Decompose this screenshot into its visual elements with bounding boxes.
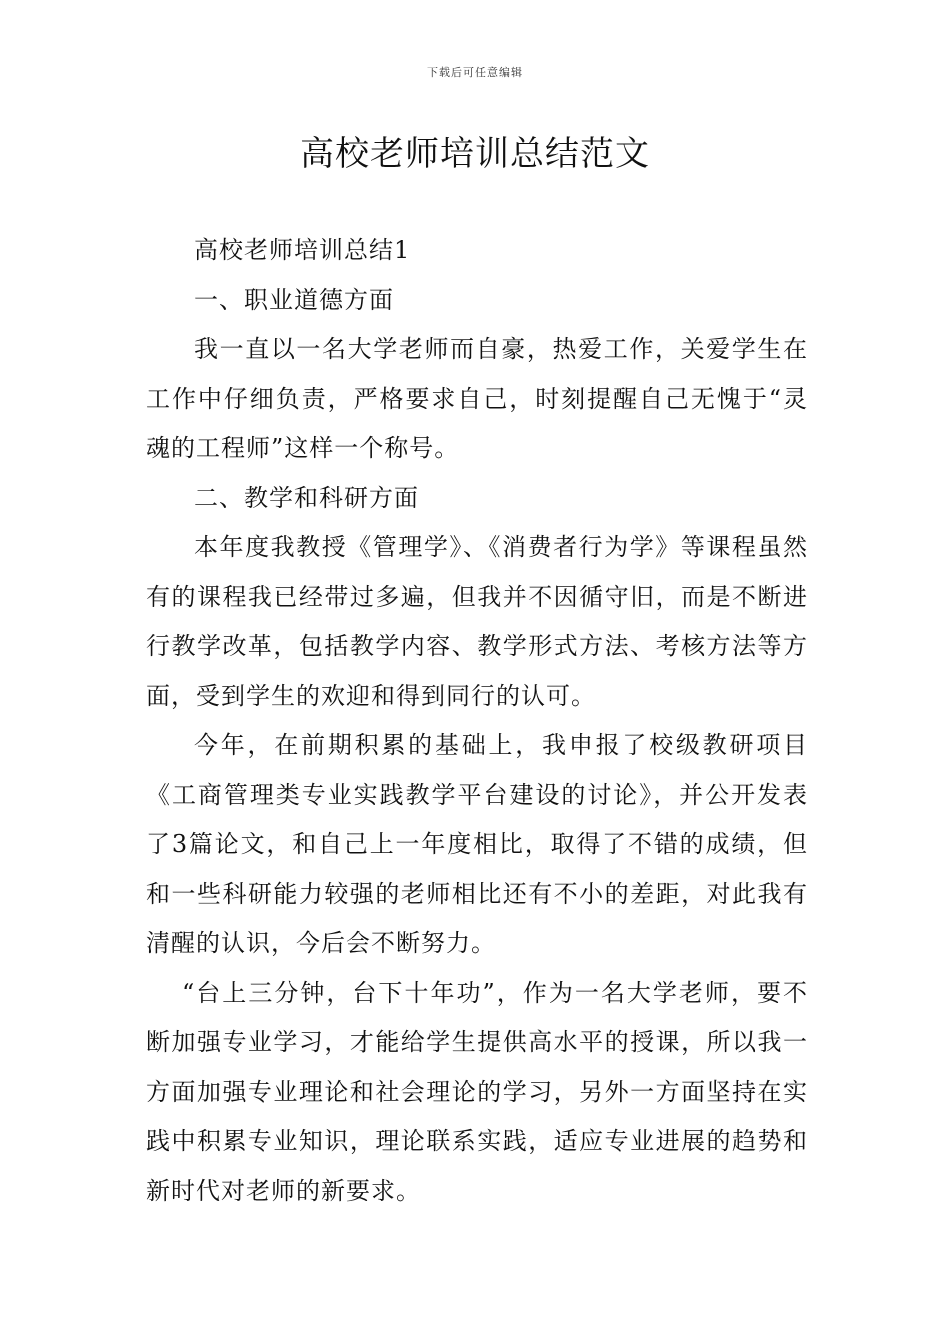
document-title: 高校老师培训总结范文 — [300, 134, 650, 174]
paragraph-teaching: 本年度我教授《管理学》、《消费者行为学》等课程虽然有的课程我已经带过多遍，但我并不因循守旧，而是不断进行教学改革，包括教学内容、教学形式方法、考核方法等方面，受到学生的欢迎和得到同行的认可。 — [146, 533, 808, 710]
section-heading-summary-1: 高校老师培训总结1 — [194, 236, 411, 264]
section-heading-ethics: 一、职业道德方面 — [194, 285, 394, 314]
section-heading-teaching: 二、教学和科研方面 — [194, 483, 419, 512]
paragraph-ethics: 我一直以一名大学老师而自豪，热爱工作，关爱学生在工作中仔细负责，严格要求自己，时刻提醒自己无愧于“灵魂的工程师”这样一个称号。 — [146, 335, 808, 462]
paragraph-research: 今年，在前期积累的基础上，我申报了校级教研项目《工商管理类专业实践教学平台建设的讨论》，并公开发表了3篇论文，和自己上一年度相比，取得了不错的成绩，但和一些科研能力较强的老师相比还有不小的差距，对此我有清醒的认识，今后会不断努力。 — [146, 731, 808, 957]
header-note: 下载后可任意编辑 — [427, 66, 523, 79]
document-body — [146, 226, 808, 1216]
paragraph-study: “台上三分钟，台下十年功”，作为一名大学老师，要不断加强专业学习，才能给学生提供高水平的授课，所以我一方面加强专业理论和社会理论的学习，另外一方面坚持在实践中积累专业知识，理论联系实践，适应专业进展的趋势和新时代对老师的新要求。 — [146, 978, 808, 1205]
